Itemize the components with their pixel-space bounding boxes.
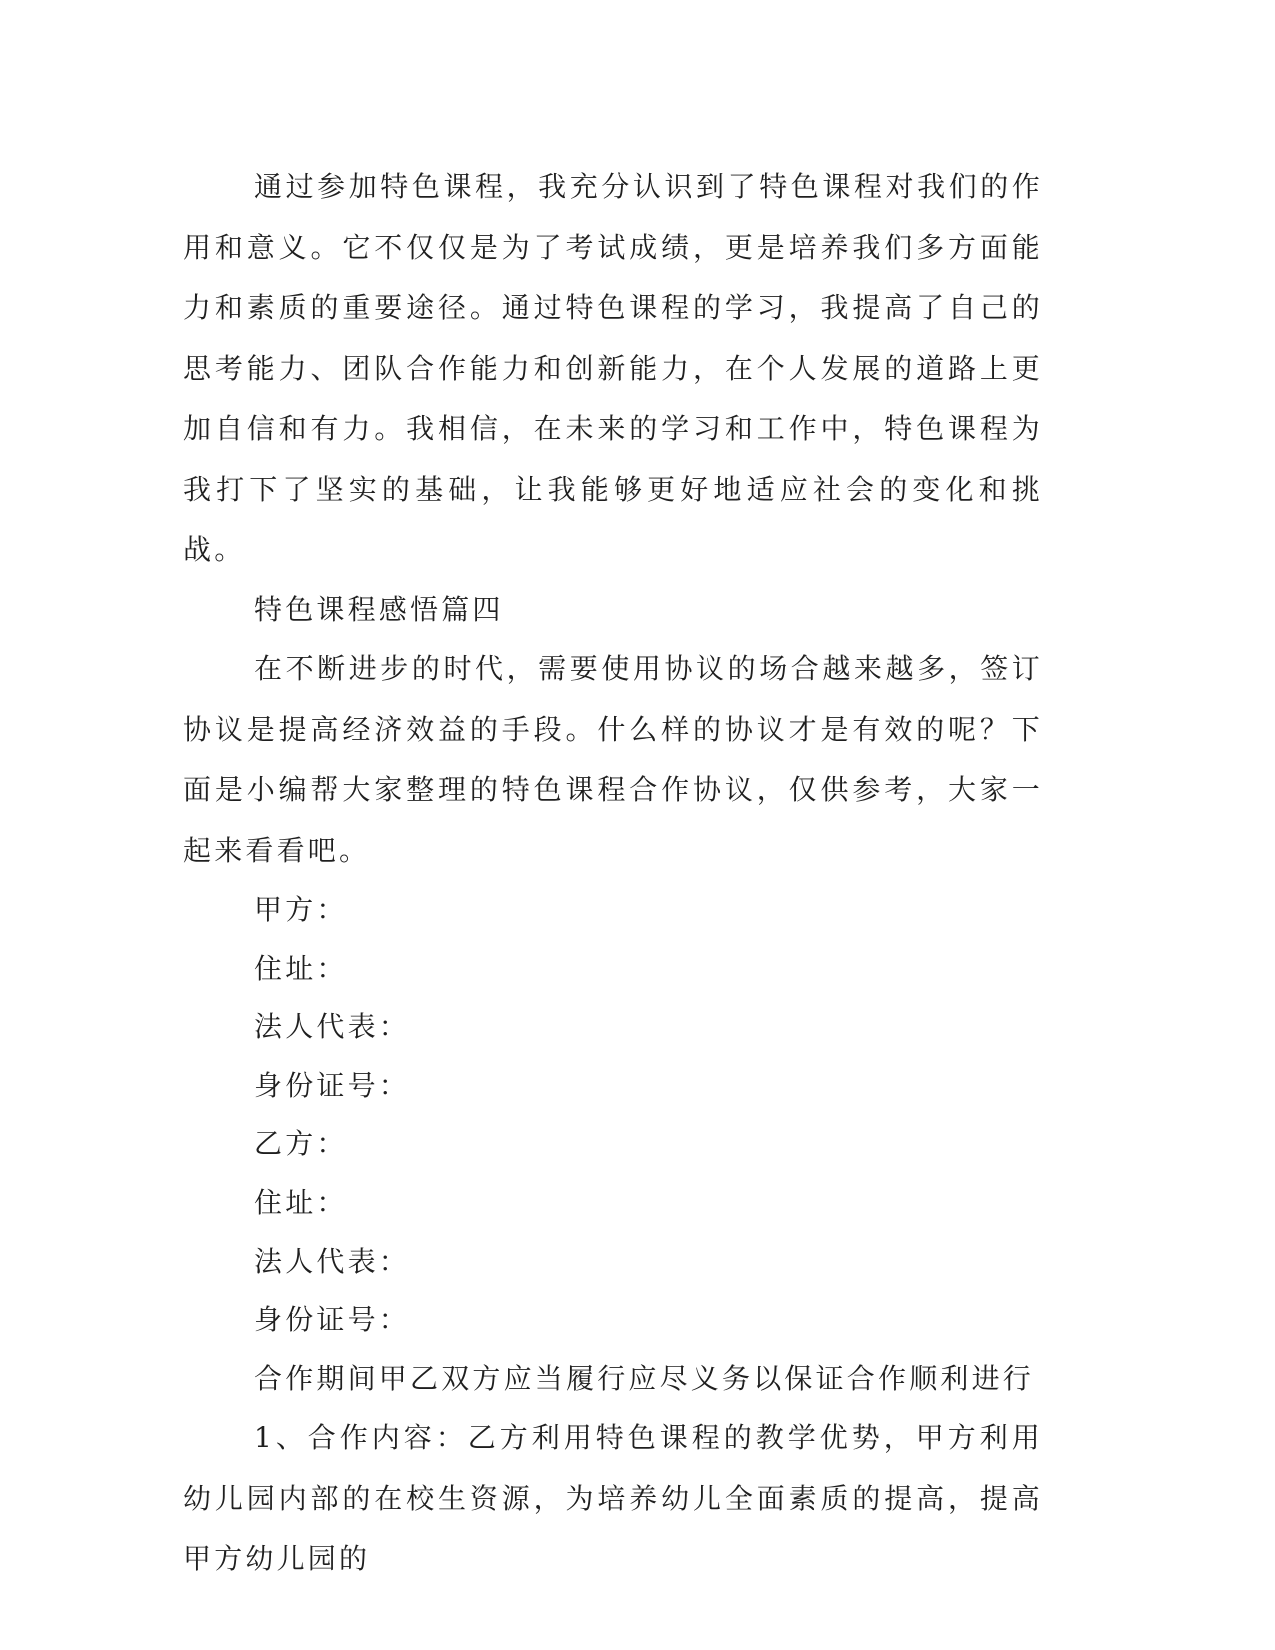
section-heading: 特色课程感悟篇四	[254, 592, 504, 626]
paragraph-course-reflection: 通过参加特色课程，我充分认识到了特色课程对我们的作用和意义。它不仅仅是为了考试成绩，更是培养我们多方面能力和素质的重要途径。通过特色课程的学习，我提高了自己的思考能力、团队合作能力和创新能力，在个人发展的道路上更加自信和有力。我相信，在未来的学习和工作中，特色课程为我打下了坚实的基础，让我能够更好地适应社会的变化和挑战。	[183, 170, 1043, 566]
party-a-label: 甲方：	[254, 893, 348, 927]
paragraph-agreement-intro: 在不断进步的时代，需要使用协议的场合越来越多，签订协议是提高经济效益的手段。什么样的协议才是有效的呢？下面是小编帮大家整理的特色课程合作协议，仅供参考，大家一起来看看吧。	[183, 652, 1043, 867]
clause-1-cooperation-content: 1、合作内容：乙方利用特色课程的教学优势，甲方利用幼儿园内部的在校生资源，为培养幼儿全面素质的提高，提高甲方幼儿园的	[183, 1421, 1043, 1576]
document-body	[183, 157, 1043, 1590]
party-b-label: 乙方：	[254, 1127, 348, 1161]
party-a-legal-rep-label: 法人代表：	[254, 1010, 411, 1044]
cooperation-obligation-statement: 合作期间甲乙双方应当履行应尽义务以保证合作顺利进行	[254, 1361, 1035, 1395]
party-a-id-label: 身份证号：	[254, 1068, 411, 1102]
party-b-id-label: 身份证号：	[254, 1303, 411, 1337]
party-a-address-label: 住址：	[254, 951, 348, 985]
party-b-address-label: 住址：	[254, 1186, 348, 1220]
party-b-legal-rep-label: 法人代表：	[254, 1244, 411, 1278]
